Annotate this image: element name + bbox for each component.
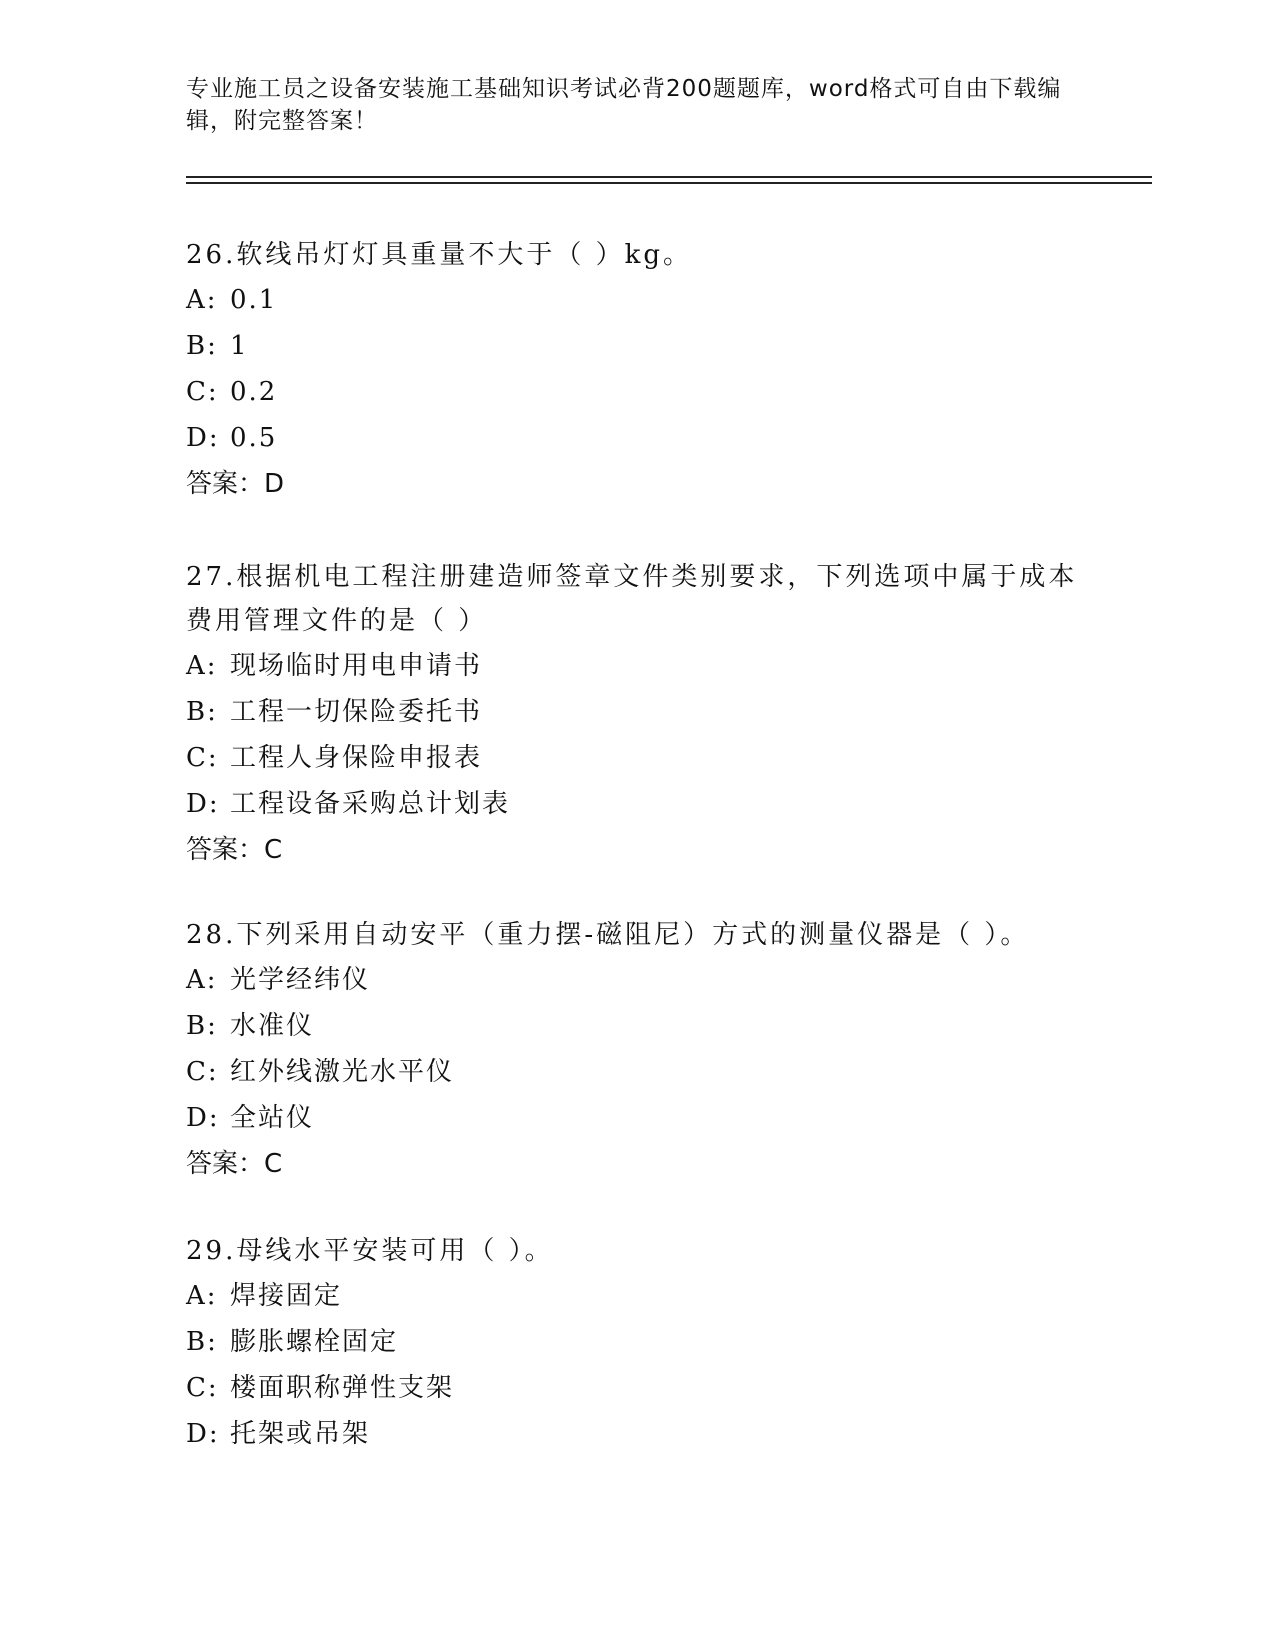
option-text: 1 xyxy=(230,331,249,361)
option-b xyxy=(186,1319,1086,1365)
option-text: 楼面职称弹性支架 xyxy=(230,1373,455,1403)
option-b xyxy=(186,689,1086,735)
option-letter: A: xyxy=(186,965,218,995)
option-letter: D: xyxy=(186,1103,220,1133)
question-stem: 28.下列采用自动安平（重力摆-磁阻尼）方式的测量仪器是（ ）。 xyxy=(186,920,1030,950)
option-letter: C: xyxy=(186,377,219,407)
question-stem: 26.软线吊灯灯具重量不大于（ ）kg。 xyxy=(186,240,693,270)
answer-label: 答案：C xyxy=(186,1149,283,1179)
option-text: 光学经纬仪 xyxy=(230,965,371,995)
question-26 xyxy=(186,233,1086,507)
option-a xyxy=(186,1273,1086,1319)
question-29 xyxy=(186,1229,1086,1457)
question-stem: 27.根据机电工程注册建造师签章文件类别要求，下列选项中属于成本费用管理文件的是（ ） xyxy=(186,562,1078,636)
option-text: 全站仪 xyxy=(230,1103,315,1133)
option-a xyxy=(186,277,1086,323)
option-text: 焊接固定 xyxy=(230,1281,343,1311)
option-c xyxy=(186,1049,1086,1095)
option-letter: A: xyxy=(186,651,218,681)
option-letter: B: xyxy=(186,1327,218,1357)
option-letter: A: xyxy=(186,285,218,315)
header-divider-top xyxy=(186,176,1152,178)
answer-label: 答案：C xyxy=(186,835,283,865)
option-text: 现场临时用电申请书 xyxy=(230,651,483,681)
option-letter: C: xyxy=(186,1057,219,1087)
option-letter: B: xyxy=(186,1011,218,1041)
question-stem: 29.母线水平安装可用（ ）。 xyxy=(186,1236,554,1266)
option-letter: D: xyxy=(186,1419,220,1449)
question-27 xyxy=(186,555,1086,873)
option-text: 水准仪 xyxy=(230,1011,315,1041)
option-c xyxy=(186,369,1086,415)
option-c xyxy=(186,1365,1086,1411)
option-d xyxy=(186,1095,1086,1141)
option-text: 工程设备采购总计划表 xyxy=(230,789,511,819)
option-b xyxy=(186,323,1086,369)
option-letter: B: xyxy=(186,331,218,361)
question-28 xyxy=(186,913,1086,1187)
header-divider-bottom xyxy=(186,182,1152,184)
option-letter: C: xyxy=(186,743,219,773)
option-a xyxy=(186,643,1086,689)
option-text: 0.2 xyxy=(230,377,278,407)
option-text: 工程人身保险申报表 xyxy=(230,743,483,773)
option-d xyxy=(186,1411,1086,1457)
option-letter: D: xyxy=(186,789,220,819)
document-header: 专业施工员之设备安装施工基础知识考试必背200题题库，word格式可自由下载编辑，附完整答案！ xyxy=(186,76,1062,134)
option-d xyxy=(186,415,1086,461)
option-text: 红外线激光水平仪 xyxy=(230,1057,455,1087)
option-letter: B: xyxy=(186,697,218,727)
option-text: 膨胀螺栓固定 xyxy=(230,1327,399,1357)
option-c xyxy=(186,735,1086,781)
option-text: 托架或吊架 xyxy=(230,1419,371,1449)
option-a xyxy=(186,957,1086,1003)
option-text: 0.5 xyxy=(230,423,278,453)
option-letter: C: xyxy=(186,1373,219,1403)
option-b xyxy=(186,1003,1086,1049)
option-text: 工程一切保险委托书 xyxy=(230,697,483,727)
answer-label: 答案：D xyxy=(186,469,285,499)
option-letter: A: xyxy=(186,1281,218,1311)
option-text: 0.1 xyxy=(230,285,278,315)
option-letter: D: xyxy=(186,423,220,453)
option-d xyxy=(186,781,1086,827)
